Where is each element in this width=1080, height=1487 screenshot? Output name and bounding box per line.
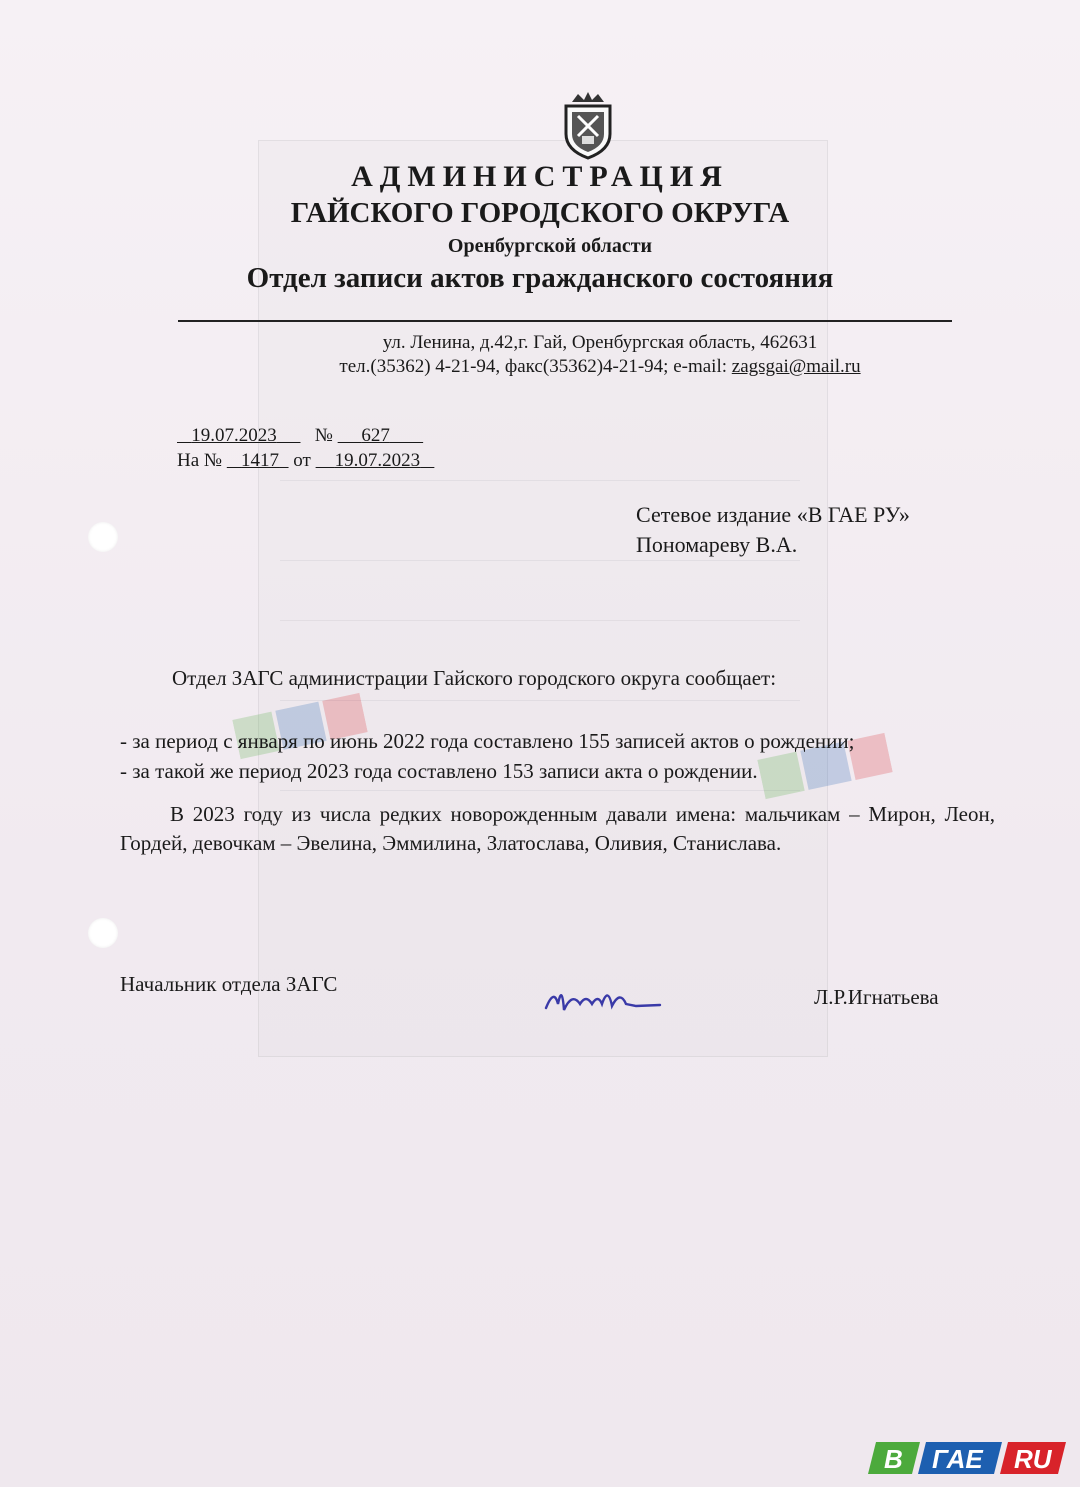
header-district: ГАЙСКОГО ГОРОДСКОГО ОКРУГА xyxy=(290,197,790,229)
recipient-organization: Сетевое издание «В ГАЕ РУ» xyxy=(636,502,910,527)
ref-number-label: № xyxy=(314,425,333,446)
address-block xyxy=(300,331,900,379)
reply-from-label: от xyxy=(293,450,311,471)
contacts-line xyxy=(300,355,900,379)
coat-of-arms-icon xyxy=(558,92,618,160)
outgoing-ref xyxy=(177,425,423,447)
header-region: Оренбургской области xyxy=(447,235,653,257)
body-paragraph-names: В 2023 году из числа редких новорожденным давали имена: мальчикам – Мирон, Леон, Гордей, девочкам – Эвелина, Эммилина, Златослава, Оливия, Станислава. xyxy=(120,802,995,855)
watermark-line xyxy=(280,560,800,561)
recipient-block xyxy=(636,500,910,560)
ref-number: 627 xyxy=(361,425,390,446)
ref-date: 19.07.2023 xyxy=(191,425,277,446)
watermark-line xyxy=(280,480,800,481)
logo-text-gae: ГАЕ xyxy=(932,1444,983,1474)
watermark-line xyxy=(280,790,800,791)
reply-date: 19.07.2023 xyxy=(334,450,421,471)
header-divider xyxy=(178,320,952,322)
signatory-name: Л.Р.Игнатьева xyxy=(814,985,939,1009)
phone-fax-text: тел.(35362) 4-21-94, факс(35362)4-21-94; e-mail: xyxy=(339,356,732,377)
body-item-2023: - за такой же период 2023 года составлено 153 записи акта о рождении. xyxy=(120,759,758,783)
incoming-ref xyxy=(177,450,434,472)
body-item-2022: - за период с января по июнь 2022 года составлено 155 записей актов о рождении; xyxy=(120,729,855,753)
watermark-line xyxy=(280,620,800,621)
signatory-role: Начальник отдела ЗАГС xyxy=(120,972,338,996)
email-link[interactable]: zagsgai@mail.ru xyxy=(731,356,861,377)
site-logo xyxy=(866,1442,1066,1476)
logo-text-ru: RU xyxy=(1014,1444,1052,1474)
handwritten-signature-icon xyxy=(540,978,670,1018)
recipient-person: Пономареву В.А. xyxy=(636,532,798,557)
punch-hole xyxy=(88,918,118,948)
punch-hole xyxy=(88,522,118,552)
header-department: Отдел записи актов гражданского состояния xyxy=(246,262,834,294)
header-administration: АДМИНИСТРАЦИЯ xyxy=(351,160,729,193)
reply-number: 1417 xyxy=(241,450,280,471)
address-line: ул. Ленина, д.42,г. Гай, Оренбургская область, 462631 xyxy=(382,332,818,353)
logo-text-v: В xyxy=(884,1444,903,1474)
reply-label: На № xyxy=(177,450,223,471)
body-intro: Отдел ЗАГС администрации Гайского городского округа сообщает: xyxy=(172,666,777,690)
